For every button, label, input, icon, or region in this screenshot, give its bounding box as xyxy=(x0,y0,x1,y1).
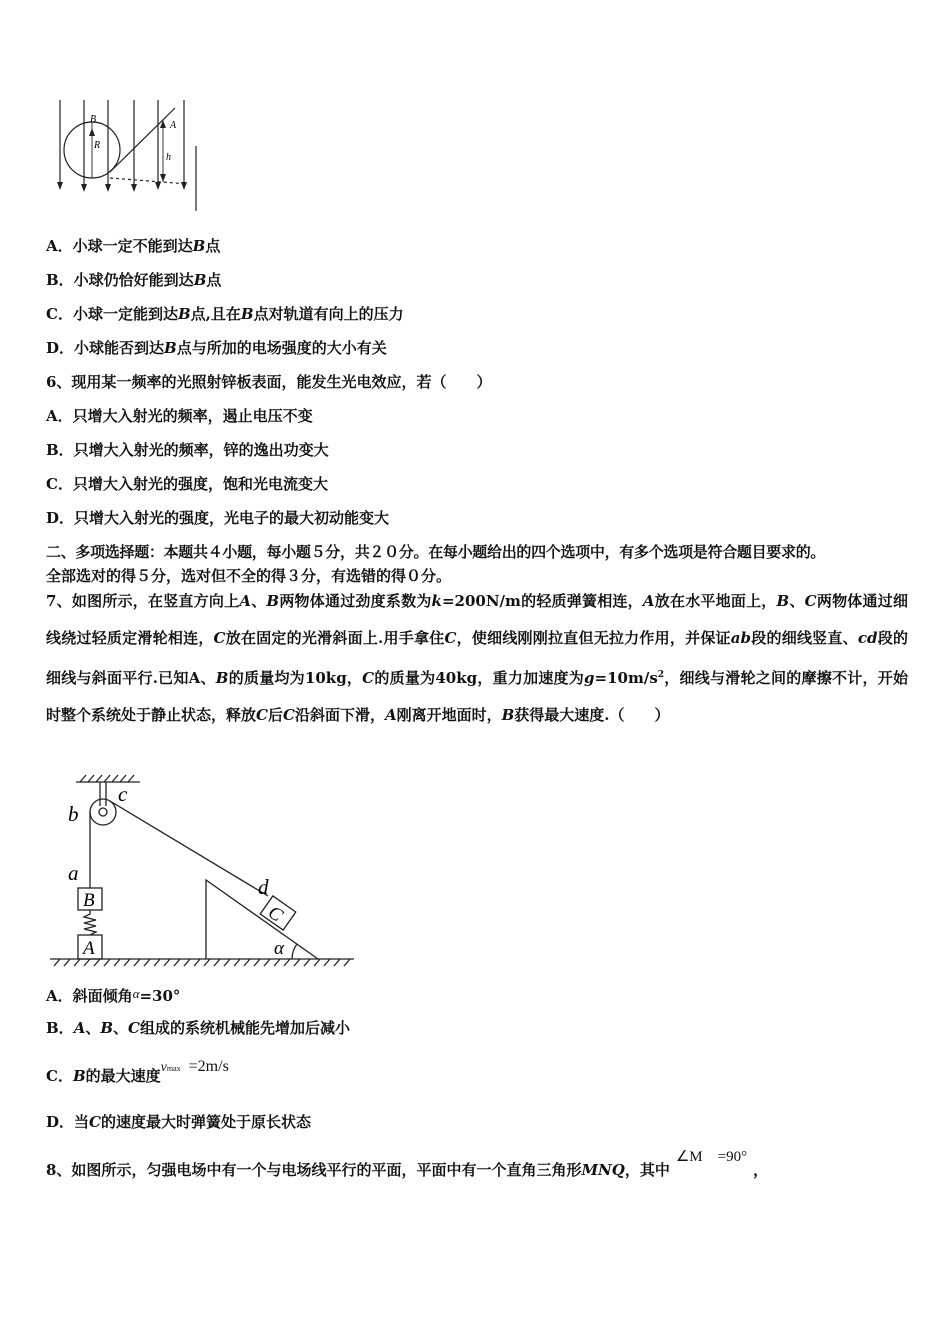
q6-option-c: C．只增大入射光的强度，饱和光电流变大 xyxy=(46,475,328,493)
figure-circular-track xyxy=(50,96,210,216)
q7-option-a: A．斜面倾角α=30° xyxy=(46,986,181,1005)
fig2-label-c-lower: c xyxy=(118,782,128,806)
fig2-label-box-b: B xyxy=(83,890,95,911)
fig2-label-a-lower: a xyxy=(68,861,79,885)
fig1-label-a: A xyxy=(170,120,177,131)
fig2-label-box-c: C xyxy=(263,901,287,927)
q5-option-d: D．小球能否到达B点与所加的电场强度的大小有关 xyxy=(46,339,387,357)
q6-stem: 6、现用某一频率的光照射锌板表面，能发生光电效应，若（ ） xyxy=(46,373,492,391)
q5-option-c: C．小球一定能到达B点,且在B点对轨道有向上的压力 xyxy=(46,305,404,323)
q6-option-d: D．只增大入射光的强度，光电子的最大初动能变大 xyxy=(46,509,390,527)
fig2-label-alpha: α xyxy=(274,938,284,959)
fig2-label-box-a: A xyxy=(83,938,95,959)
q6-option-a: A．只增大入射光的频率，遏止电压不变 xyxy=(46,407,313,425)
section2-line2: 全部选对的得５分，选对但不全的得３分，有选错的得０分。 xyxy=(46,567,452,585)
fig1-label-h: h xyxy=(166,152,171,163)
fig1-label-r: R xyxy=(94,140,101,151)
q7-option-d: D．当C的速度最大时弹簧处于原长状态 xyxy=(46,1113,311,1131)
q5-option-a: A．小球一定不能到达B点 xyxy=(46,237,221,255)
fig2-label-b-lower: b xyxy=(68,802,79,826)
fig1-label-b: B xyxy=(90,114,97,125)
q7-stem: 7、如图所示，在竖直方向上A、B两物体通过劲度系数为k=200N/m的轻质弹簧相连，A放在水平地面上，B、C两物体通过细线绕过轻质定滑轮相连，C放在固定的光滑斜面上.用手拿住C，使细线刚刚拉直但无拉力作用，并保证ab段的细线竖直、cd段的细线与斜面平行.已知A、B的质量均为10kg，C的质量为40kg，重力加速度为$g=10m/s^2$，细线与滑轮之间的摩擦不计，开始时整个系统处于静止状态，释放C后C沿斜面下滑，A刚离开地面时，B获得最大速度.（ ） xyxy=(46,592,908,724)
figure-pulley-incline xyxy=(46,772,358,972)
q5-option-b: B．小球仍恰好能到达B点 xyxy=(46,271,222,289)
q7-option-c: C．B的最大速度vmax =2m/s xyxy=(46,1058,229,1085)
q7-option-b: B．A、B、C组成的系统机械能先增加后减小 xyxy=(46,1019,351,1037)
section2-title: 二、多项选择题：本题共４小题，每小题５分，共２０分。在每小题给出的四个选项中，有多个选项是符合题目要求的。 xyxy=(46,543,826,561)
fig2-label-d-lower: d xyxy=(258,875,269,899)
q8-stem: 8、如图所示，匀强电场中有一个与电场线平行的平面，平面中有一个直角三角形MNQ，其中∠M =90°， xyxy=(46,1149,769,1179)
q6-option-b: B．只增大入射光的频率，锌的逸出功变大 xyxy=(46,441,329,459)
